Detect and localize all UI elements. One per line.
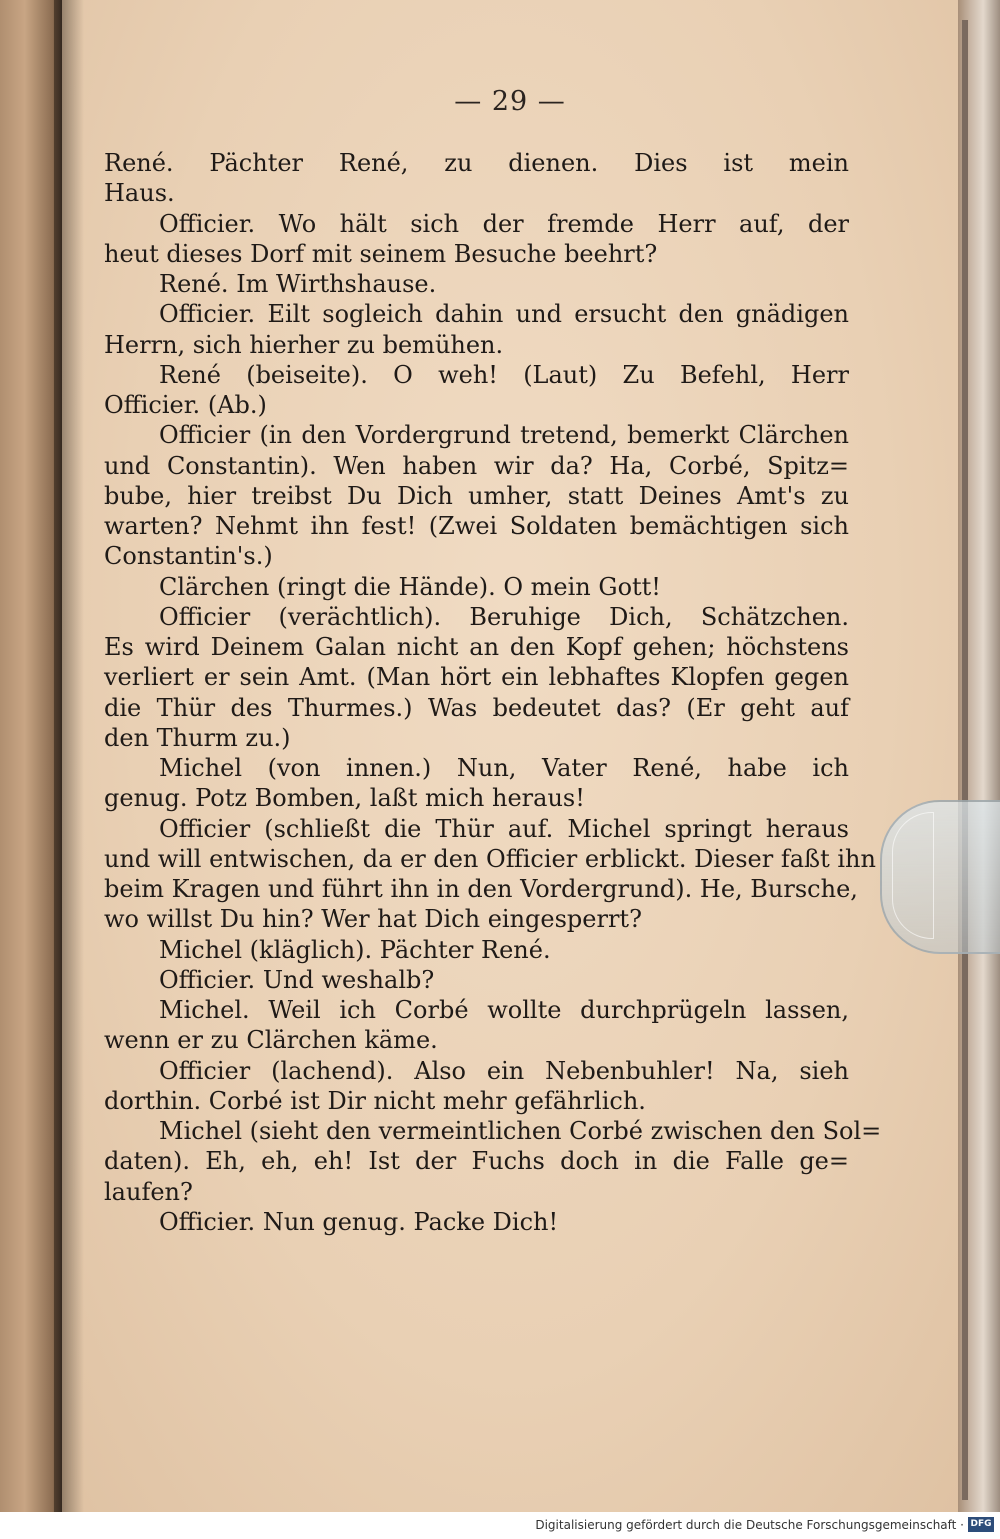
text-line: beim Kragen und führt ihn in den Vordergrund). He, Bursche, bbox=[104, 875, 858, 903]
text-line: warten? Nehmt ihn fest! (Zwei Soldaten bemächtigen sich bbox=[104, 512, 849, 540]
page-clip bbox=[880, 800, 1000, 954]
text-line: Officier. Und weshalb? bbox=[159, 965, 435, 994]
text-line: dorthin. Corbé ist Dir nicht mehr gefährlich. bbox=[104, 1086, 646, 1115]
text-line: die Thür des Thurmes.) Was bedeutet das? (Er geht auf bbox=[104, 693, 849, 722]
text-line: heut dieses Dorf mit seinem Besuche beehrt? bbox=[104, 239, 658, 268]
text-line: wenn er zu Clärchen käme. bbox=[104, 1026, 438, 1055]
page-number: — 29 — bbox=[454, 86, 566, 117]
text-line: Herrn, sich hierher zu bemühen. bbox=[104, 330, 504, 359]
text-line: Officier. (Ab.) bbox=[104, 391, 267, 419]
text-line: Clärchen (ringt die Hände). O mein Gott! bbox=[159, 572, 661, 601]
text-line: und Constantin). Wen haben wir da? Ha, Corbé, Spitz= bbox=[104, 451, 849, 480]
text-line: Officier (verächtlich). Beruhige Dich, Schätzchen. bbox=[159, 602, 849, 631]
book-page bbox=[62, 0, 958, 1512]
text-line: Officier. Wo hält sich der fremde Herr auf, der bbox=[159, 209, 849, 238]
text-line: und will entwischen, da er den Officier erblickt. Dieser faßt ihn bbox=[104, 844, 876, 873]
page-text bbox=[104, 148, 882, 1237]
text-line: Officier (lachend). Also ein Nebenbuhler! Na, sieh bbox=[159, 1056, 849, 1085]
book-cover-edge bbox=[962, 20, 968, 1500]
text-line: Constantin's.) bbox=[104, 542, 273, 571]
footer-bar bbox=[0, 1512, 1000, 1539]
text-line: René. Pächter René, zu dienen. Dies ist mein bbox=[104, 149, 849, 177]
text-line: bube, hier treibst Du Dich umher, statt Deines Amt's zu bbox=[104, 481, 849, 510]
text-line: daten). Eh, eh, eh! Ist der Fuchs doch in die Falle ge= bbox=[104, 1147, 849, 1176]
spine-shadow bbox=[54, 0, 84, 1512]
text-line: Michel (von innen.) Nun, Vater René, habe ich bbox=[159, 754, 849, 782]
text-line: Michel (kläglich). Pächter René. bbox=[159, 935, 551, 964]
text-line: Officier (schließt die Thür auf. Michel springt heraus bbox=[159, 814, 849, 843]
text-line: den Thurm zu.) bbox=[104, 723, 291, 752]
text-line: Officier (in den Vordergrund tretend, bemerkt Clärchen bbox=[159, 421, 849, 450]
text-line: verliert er sein Amt. (Man hört ein lebhaftes Klopfen gegen bbox=[104, 663, 849, 692]
left-page-edge bbox=[0, 0, 62, 1512]
footer-credit: Digitalisierung gefördert durch die Deutsche Forschungsgemeinschaft · bbox=[535, 1518, 964, 1532]
text-line: genug. Potz Bomben, laßt mich heraus! bbox=[104, 784, 585, 813]
text-line: Officier. Nun genug. Packe Dich! bbox=[159, 1207, 559, 1236]
text-line: Es wird Deinem Galan nicht an den Kopf gehen; höchstens bbox=[104, 633, 849, 661]
text-line: Michel. Weil ich Corbé wollte durchprügeln lassen, bbox=[159, 996, 849, 1024]
text-line: wo willst Du hin? Wer hat Dich eingesperrt? bbox=[104, 905, 642, 934]
text-line: René (beiseite). O weh! (Laut) Zu Befehl, Herr bbox=[159, 360, 849, 389]
text-line: René. Im Wirthshause. bbox=[159, 270, 437, 298]
dfg-logo: DFG bbox=[968, 1517, 994, 1532]
text-line: Haus. bbox=[104, 179, 175, 208]
text-line: Officier. Eilt sogleich dahin und ersucht den gnädigen bbox=[159, 300, 849, 329]
text-line: Michel (sieht den vermeintlichen Corbé zwischen den Sol= bbox=[159, 1117, 882, 1145]
text-line: laufen? bbox=[104, 1177, 193, 1206]
